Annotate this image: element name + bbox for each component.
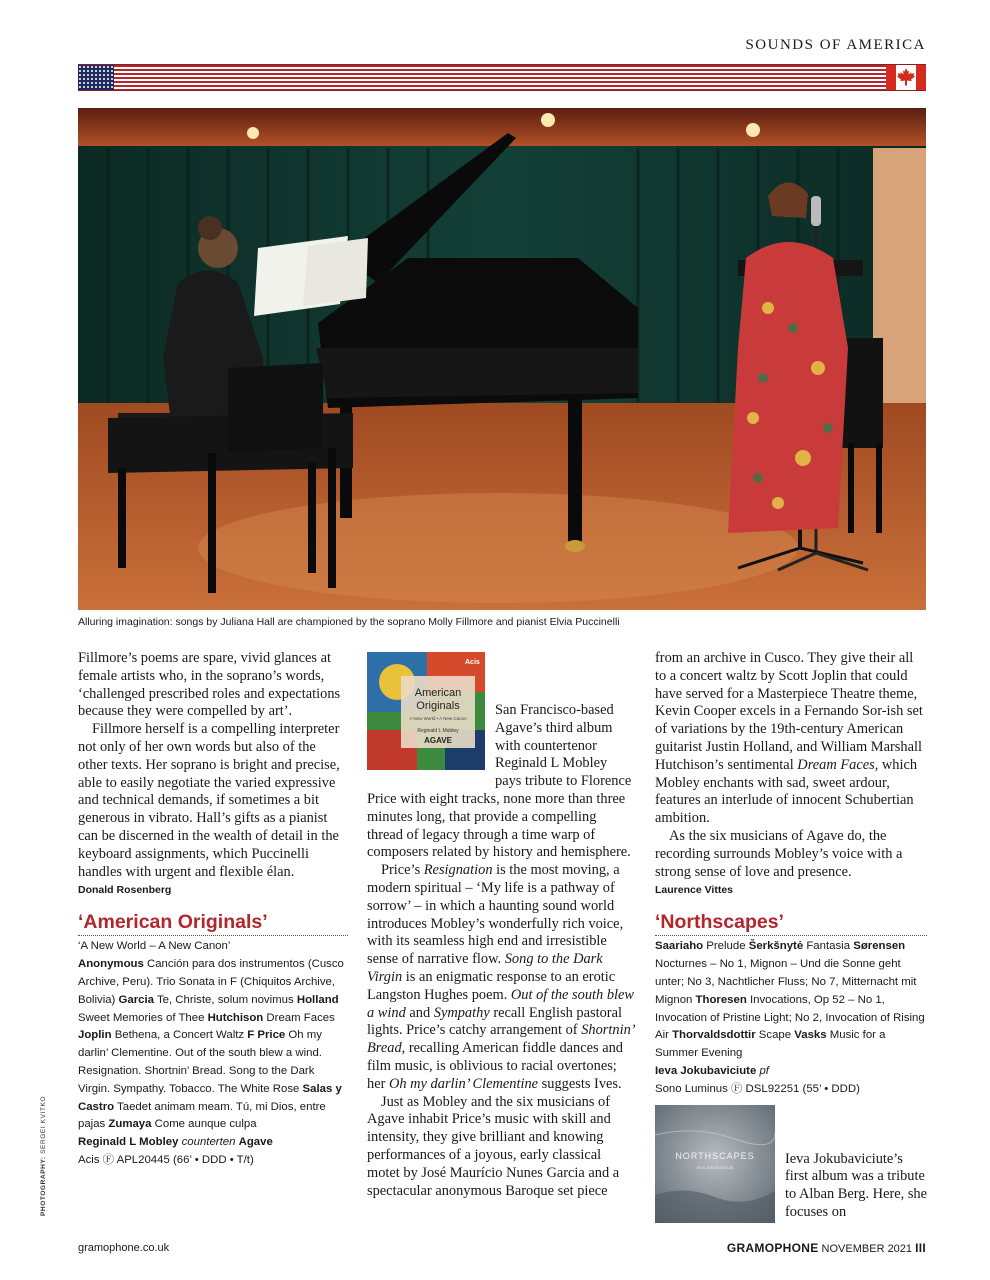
- cover-artist: Reginald L Mobley: [417, 728, 459, 734]
- column-2: [367, 650, 635, 1200]
- column-1: [78, 650, 348, 1170]
- listing-subtitle: ‘A New World – A New Canon’: [78, 940, 231, 953]
- review-title: ‘American Originals’: [78, 911, 348, 936]
- canada-flag-icon: [886, 65, 926, 90]
- column-3: [655, 650, 927, 1227]
- concert-photo: [78, 108, 926, 610]
- listing-label: Sono Luminus Ⓕ DSL92251 (55’ • DDD): [655, 1082, 860, 1095]
- listing-performers: Ieva Jokubaviciute pf: [655, 1064, 769, 1077]
- section-label: SOUNDS OF AMERICA: [745, 37, 926, 53]
- cover-artist: Ieva Jokubaviciute: [696, 1164, 734, 1170]
- album-cover-northscapes: [655, 1105, 775, 1223]
- review-title: ‘Northscapes’: [655, 911, 927, 936]
- reviewer-byline: Laurence Vittes: [655, 884, 734, 897]
- body-paragraph: Fillmore herself is a compelling interpreter not only of her own words but also of the other texts. Her soprano is bright and precise, able to easily negotiate the varied expressive and technical demands, if sometimes a bit generous in vibrato. Hall’s gifts as a pianist can be discerned in the wealth of detail in the keyboard assignments, which Puccinelli handles with urgent and flexible élan.: [78, 721, 340, 880]
- body-paragraph: Ieva Jokubaviciute’s first album was a tribute to Alban Berg. Here, she focuses on: [785, 1150, 928, 1220]
- flag-banner: [78, 64, 926, 91]
- footer-website: gramophone.co.uk: [78, 1242, 170, 1254]
- issue-date: NOVEMBER 2021: [818, 1243, 916, 1255]
- cover-title-line-2: Originals: [416, 700, 460, 712]
- body-paragraph: Price’s Resignation is the most moving, a modern spiritual – ‘My life is a pathway of sorrow’ – in which a haunting sound world introduces Mobley’s wonderfully rich voice, with its seamless high end and irresistible sense of narrative flow. Song to the Dark Virgin is an enigmatic response to an erotic Langston Hughes poem. Out of the south blew a wind and Sympathy recall English pastoral lights. Price’s catchy arrangement of Shortnin’ Bread, recalling American fiddle dances and film music, is oblivious to racial overtones; her Oh my darlin’ Clementine suggests Ives.: [367, 862, 635, 1092]
- credit-label: PHOTOGRAPHY:: [40, 1156, 47, 1216]
- us-flag-icon: [78, 65, 114, 90]
- listing-works: Anonymous Canción para dos instrumentos (Cusco Archive, Peru). Trio Sonata in F (Chiquitos Archive, Bolivia) Garcia Te, Christe, solum novimus Holland Sweet Memories of Thee Hutchison Dream Faces Joplin Bethena, a Concert Waltz F Price Oh my darlin’ Clementine. Out of the south blew a wind. Resignation. Shortnin’ Bread. Song to the Dark Virgin. Sympathy. Tobacco. The White Rose Salas y Castro Taedet animam meam. Tú, mi Dios, entre pajas Zumaya Come aunque culpa: [78, 958, 344, 1131]
- photo-credit: [40, 1096, 47, 1216]
- cover-title: NORTHSCAPES: [675, 1150, 755, 1161]
- cover-ensemble: AGAVE: [424, 736, 452, 745]
- footer-issue: [727, 1241, 926, 1255]
- body-paragraph: Just as Mobley and the six musicians of Agave inhabit Price’s music with skill and intensity, they give brilliant and knowing performances of a joyous, early classical motet by José Maurício Nunes Garcia and a spectacular anonymous Baroque set piece: [367, 1093, 620, 1199]
- listing-works: Saariaho Prelude Šerkšnytė Fantasia Sørensen Nocturnes – No 1, Mignon – Und die Sonne geht unter; No 3, Nachtlicher Fluss; No 7, Mitternacht mit Mignon Thoresen Invocations, Op 52 – No 1, Invocation of Pristine Light; No 2, Invocation of Rising Air Thorvaldsdottir Scape Vasks Music for a Summer Evening: [655, 940, 925, 1060]
- cover-subtitle: A New World • A New Canon: [409, 716, 467, 721]
- credit-name: SERGEI KVITKO: [40, 1095, 47, 1154]
- photo-caption: Alluring imagination: songs by Juliana Hall are championed by the soprano Molly Fillmore and pianist Elvia Puccinelli: [78, 616, 620, 628]
- magazine-name: GRAMOPHONE: [726, 1241, 819, 1255]
- cover-title-line-1: American: [414, 687, 462, 699]
- maple-leaf-icon: [896, 68, 916, 87]
- body-paragraph: San Francisco-based Agave’s third album with countertenor Reginald L Mobley pays tribute to Florence Price with eight tracks, none more than three minutes long, that provide a compelling thread of legacy through a time warp of composers related by history and hemisphere.: [367, 702, 632, 861]
- album-listing: [655, 938, 927, 1098]
- album-cover-american-originals: [367, 652, 485, 770]
- reviewer-byline: Donald Rosenberg: [78, 884, 172, 897]
- listing-performers: Reginald L Mobley counterten Agave: [78, 1136, 273, 1149]
- album-listing: [78, 938, 348, 1169]
- body-paragraph: As the six musicians of Agave do, the recording surrounds Mobley’s voice with a strong sense of love and presence.: [655, 827, 903, 880]
- cover-label: Acis: [465, 659, 480, 666]
- page-number: III: [915, 1241, 926, 1255]
- body-paragraph: Fillmore’s poems are spare, vivid glances at female artists who, in the soprano’s words, ‘challenged prescribed roles and expectations because they were compelled by art’.: [78, 650, 341, 720]
- listing-label: Acis Ⓕ APL20445 (66’ • DDD • T/t): [78, 1153, 254, 1166]
- body-paragraph: from an archive in Cusco. They give their all to a concert waltz by Scott Joplin that could have served for a Masterpiece Theatre theme, Kevin Cooper excels in a Fernando Sor-ish set of variations by the 19th-century American guitarist Justin Holland, and William Marshall Hutchison’s sentimental Dream Faces, which Mobley enchants with sad, sweet ardour, features an interlude of innocent Schubertian ambition.: [655, 650, 923, 827]
